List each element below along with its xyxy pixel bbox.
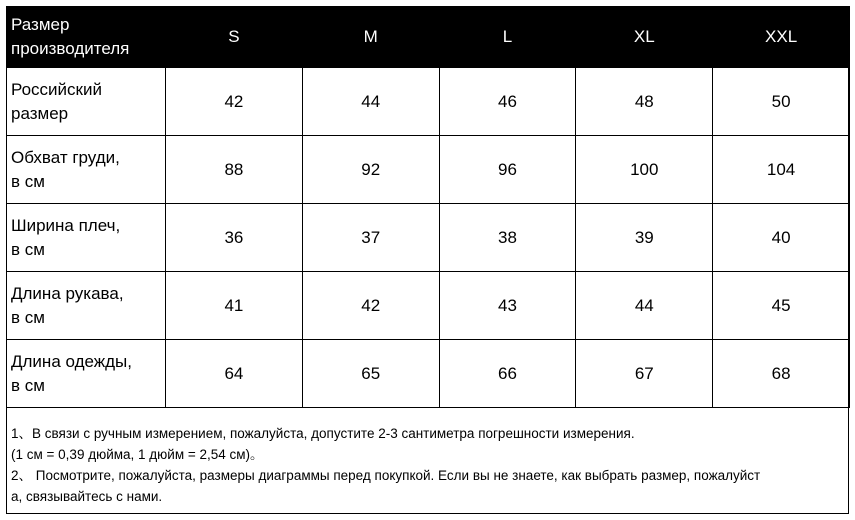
table-cell: 39 (576, 204, 713, 272)
table-cell: 41 (166, 272, 303, 340)
row-label-line2: в см (11, 375, 45, 395)
row-label-line2: в см (11, 239, 45, 259)
table-cell: 50 (713, 68, 850, 136)
row-label-line2: в см (11, 171, 45, 191)
table-cell: 66 (439, 340, 576, 408)
row-label (7, 136, 166, 204)
row-label-line2: размер (11, 103, 69, 123)
table-cell: 44 (576, 272, 713, 340)
table-header-row (7, 7, 850, 68)
table-row-length (7, 340, 850, 408)
note-line-1: 1、В связи с ручным измерением, пожалуйста, допустите 2-3 сантиметра погрешности измерения. (11, 426, 635, 441)
header-size-s: S (166, 7, 303, 68)
table-row-sleeve (7, 272, 850, 340)
row-label (7, 68, 166, 136)
row-label-line1: Обхват груди, (11, 147, 120, 167)
table-cell: 45 (713, 272, 850, 340)
row-label-line1: Длина одежды, (11, 351, 132, 371)
header-label-line1: Размер (11, 15, 70, 34)
header-label-cell (7, 7, 166, 68)
table-row-shoulders (7, 204, 850, 272)
size-table (6, 6, 850, 408)
header-size-m: M (302, 7, 439, 68)
header-size-l: L (439, 7, 576, 68)
row-label (7, 204, 166, 272)
table-cell: 43 (439, 272, 576, 340)
row-label (7, 340, 166, 408)
table-cell: 67 (576, 340, 713, 408)
header-size-xxl: XXL (713, 7, 850, 68)
row-label-line1: Ширина плеч, (11, 215, 121, 235)
header-label-line2: производителя (11, 39, 130, 58)
header-size-xl: XL (576, 7, 713, 68)
table-cell: 42 (302, 272, 439, 340)
table-cell: 48 (576, 68, 713, 136)
table-cell: 68 (713, 340, 850, 408)
table-cell: 40 (713, 204, 850, 272)
table-cell: 36 (166, 204, 303, 272)
table-cell: 37 (302, 204, 439, 272)
row-label-line1: Российский (11, 79, 102, 99)
note-line-2: (1 см = 0,39 дюйма, 1 дюйм = 2,54 см)。 (11, 447, 264, 462)
table-row-chest (7, 136, 850, 204)
table-cell: 104 (713, 136, 850, 204)
table-cell: 44 (302, 68, 439, 136)
table-cell: 42 (166, 68, 303, 136)
table-cell: 92 (302, 136, 439, 204)
table-cell: 100 (576, 136, 713, 204)
note-line-4: а, связывайтесь с нами. (11, 489, 163, 504)
table-cell: 64 (166, 340, 303, 408)
note-line-3: 2、 Посмотрите, пожалуйста, размеры диаграммы перед покупкой. Если вы не знаете, как выбрать размер, пожалуйст (11, 468, 761, 483)
table-cell: 38 (439, 204, 576, 272)
table-cell: 88 (166, 136, 303, 204)
table-row-russian-size (7, 68, 850, 136)
size-chart (6, 6, 849, 514)
notes-block (7, 411, 848, 513)
table-cell: 46 (439, 68, 576, 136)
row-label-line2: в см (11, 307, 45, 327)
table-cell: 65 (302, 340, 439, 408)
row-label-line1: Длина рукава, (11, 283, 124, 303)
table-cell: 96 (439, 136, 576, 204)
row-label (7, 272, 166, 340)
